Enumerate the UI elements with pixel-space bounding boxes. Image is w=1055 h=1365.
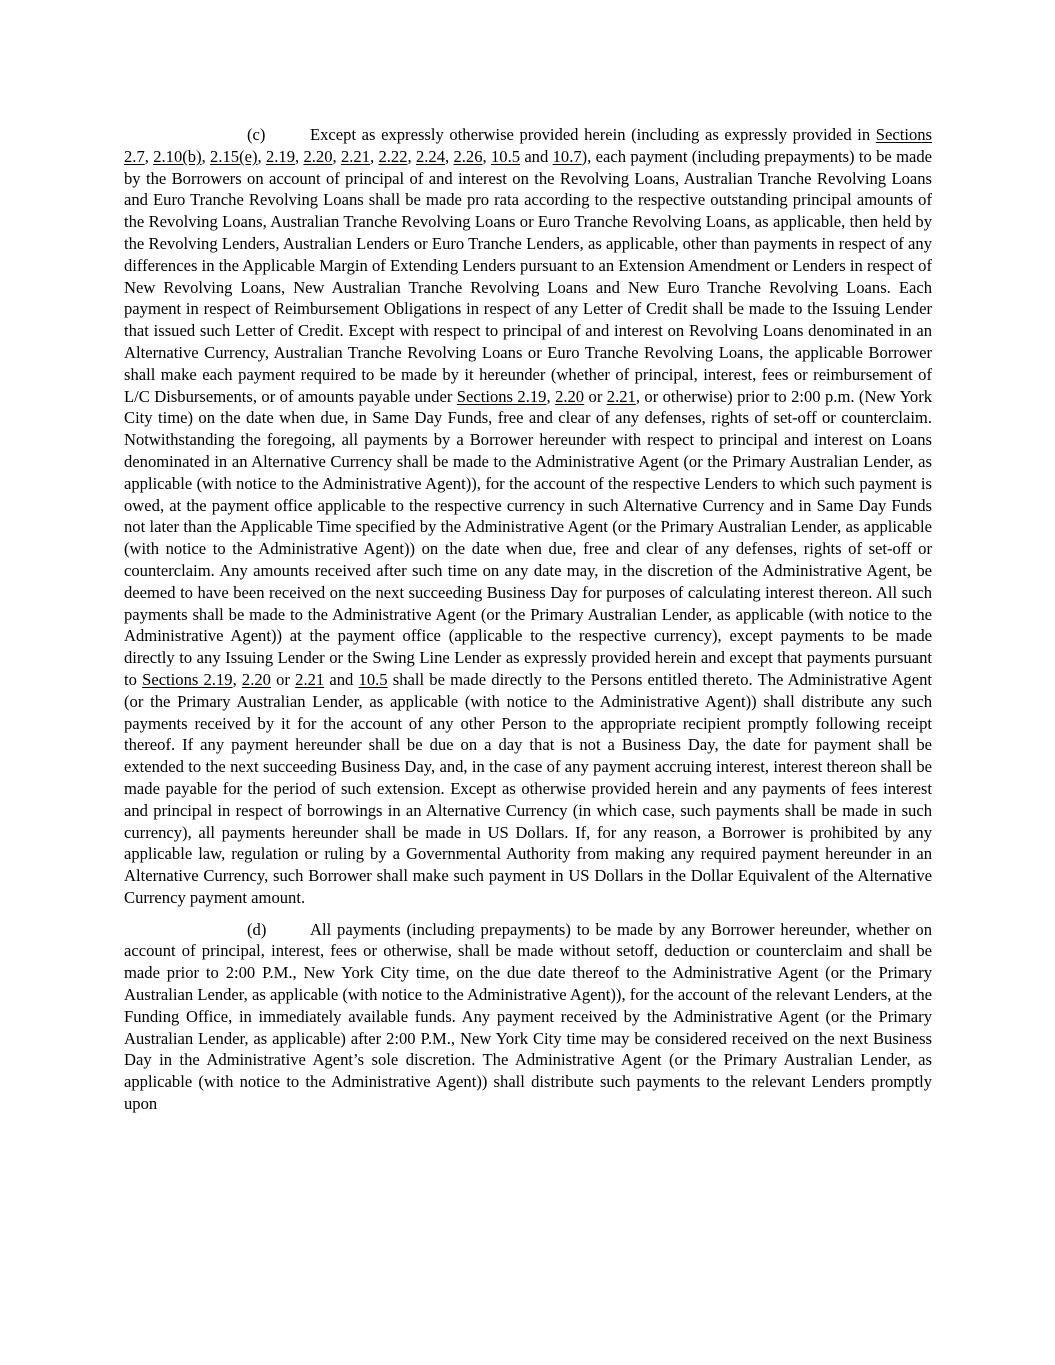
section-reference: 2.22	[378, 146, 408, 166]
section-reference: 2.26	[453, 146, 483, 166]
document-page	[124, 124, 932, 1125]
text-segment: ,	[144, 146, 154, 166]
section-reference: 2.21	[340, 146, 371, 166]
section-reference: 10.5	[358, 669, 388, 689]
section-reference: Sections 2.19	[456, 386, 547, 406]
text-segment: ,	[295, 146, 304, 166]
text-segment: and	[520, 146, 553, 166]
paragraph-c	[124, 124, 932, 909]
text-segment: or	[584, 386, 607, 406]
text-segment: ,	[232, 669, 242, 689]
text-segment: ,	[257, 146, 266, 166]
text-segment: ), each payment (including prepayments) to be made by the Borrowers on account of principal of and interest on the Revolving Loans, Australian Tranche Revolving Loans and Euro Tranche Revolving Loans shall be made pro rata according to the respective outstanding principal amounts of the Revolving Loans, Australian Tranche Revolving Loans or Euro Tranche Revolving Loans, as applicable, then held by the Revolving Lenders, Australian Lenders or Euro Tranche Lenders, as applicable, other than payments in respect of any differences in the Applicable Margin of Extending Lenders pursuant to an Extension Amendment or Lenders in respect of New Revolving Loans, New Australian Tranche Revolving Loans and New Euro Tranche Revolving Loans. Each payment in respect of Reimbursement Obligations in respect of any Letter of Credit shall be made to the Issuing Lender that issued such Letter of Credit. Except with respect to principal of and interest on Revolving Loans denominated in an Alternative Currency, Australian Tranche Revolving Loans or Euro Tranche Revolving Loans, the applicable Borrower shall make each payment required to be made by it hereunder (whether of principal, interest, fees or reimbursement of L/C Disbursements, or of amounts payable under	[124, 146, 932, 406]
section-reference: 2.15(e)	[210, 146, 258, 166]
section-reference: 2.21	[606, 386, 636, 406]
section-reference: 10.5	[490, 146, 521, 166]
section-reference: 2.20	[555, 386, 585, 406]
text-segment: ,	[201, 146, 211, 166]
text-segment: ,	[370, 146, 379, 166]
section-reference: Sections 2.19	[142, 669, 233, 689]
paragraph-d	[124, 919, 932, 1115]
text-segment: shall be made directly to the Persons entitled thereto. The Administrative Agent (or the Primary Australian Lender, as applicable (with notice to the Administrative Agent)) shall distribute any such payments received by it for the account of any other Person to the appropriate recipient promptly following receipt thereof. If any payment hereunder shall be due on a day that is not a Business Day, the date for payment shall be extended to the next succeeding Business Day, and, in the case of any payment accruing interest, interest thereon shall be made payable for the period of such extension. Except as otherwise provided herein and any payments of fees interest and principal in respect of borrowings in an Alternative Currency (in which case, such payments shall be made in such currency), all payments hereunder shall be made in US Dollars. If, for any reason, a Borrower is prohibited by any applicable law, regulation or ruling by a Governmental Authority from making any required payment hereunder in an Alternative Currency, such Borrower shall make such payment in US Dollars in the Dollar Equivalent of the Alternative Currency payment amount.	[124, 669, 933, 907]
text-segment: and	[324, 669, 359, 689]
paragraph-text: All payments (including prepayments) to be made by any Borrower hereunder, whether on account of principal, interest, fees or otherwise, shall be made without setoff, deduction or counterclaim and shall be made prior to 2:00 P.M., New York City time, on the due date thereof to the Administrative Agent (or the Primary Australian Lender, as applicable (with notice to the Administrative Agent)), for the account of the relevant Lenders, at the Funding Office, in immediately available funds. Any payment received by the Administrative Agent (or the Primary Australian Lender, as applicable) after 2:00 P.M., New York City time may be considered received on the next Business Day in the Administrative Agent’s sole discretion. The Administrative Agent (or the Primary Australian Lender, as applicable (with notice to the Administrative Agent)) shall distribute such payments to the relevant Lenders promptly upon	[124, 919, 932, 1114]
text-segment: ,	[407, 146, 416, 166]
text-segment: or	[270, 669, 296, 689]
section-reference: 10.7	[552, 146, 582, 166]
text-segment: , or otherwise) prior to 2:00 p.m. (New York City time) on the date when due, in Same Day Funds, free and clear of any defenses, rights of set-off or counterclaim. Notwithstanding the foregoing, all payments by a Borrower hereunder with respect to principal and interest on Loans denominated in an Alternative Currency shall be made to the Administrative Agent (or the Primary Australian Lender, as applicable (with notice to the Administrative Agent)), for the account of the respective Lenders to which such payment is owed, at the payment office applicable to the respective currency in such Alternative Currency and in Same Day Funds not later than the Applicable Time specified by the Administrative Agent (or the Primary Australian Lender, as applicable (with notice to the Administrative Agent)) on the date when due, free and clear of any defenses, rights of set-off or counterclaim. Any amounts received after such time on any date may, in the discretion of the Administrative Agent, be deemed to have been received on the next succeeding Business Day for purposes of calculating interest thereon. All such payments shall be made to the Administrative Agent (or the Primary Australian Lender, as applicable (with notice to the Administrative Agent)) at the payment office (applicable to the respective currency), except payments to be made directly to any Issuing Lender or the Swing Line Lender as expressly provided herein and except that payments pursuant to	[124, 386, 933, 689]
text-segment: ,	[546, 386, 556, 406]
paragraph-marker: (d)	[247, 919, 267, 939]
paragraph-marker: (c)	[247, 125, 266, 144]
text-segment: ,	[482, 146, 491, 166]
section-reference: Sections 2.7	[124, 125, 932, 166]
section-reference: 2.24	[415, 146, 446, 166]
section-reference: 2.21	[295, 669, 325, 689]
section-reference: 2.10(b)	[153, 146, 202, 166]
text-segment: ,	[332, 146, 341, 166]
section-reference: 2.20	[303, 146, 333, 166]
text-segment: ,	[445, 146, 454, 166]
text-segment: Except as expressly otherwise provided herein (including as expressly provided in	[310, 125, 876, 144]
section-reference: 2.20	[241, 669, 271, 689]
section-reference: 2.19	[265, 146, 296, 166]
